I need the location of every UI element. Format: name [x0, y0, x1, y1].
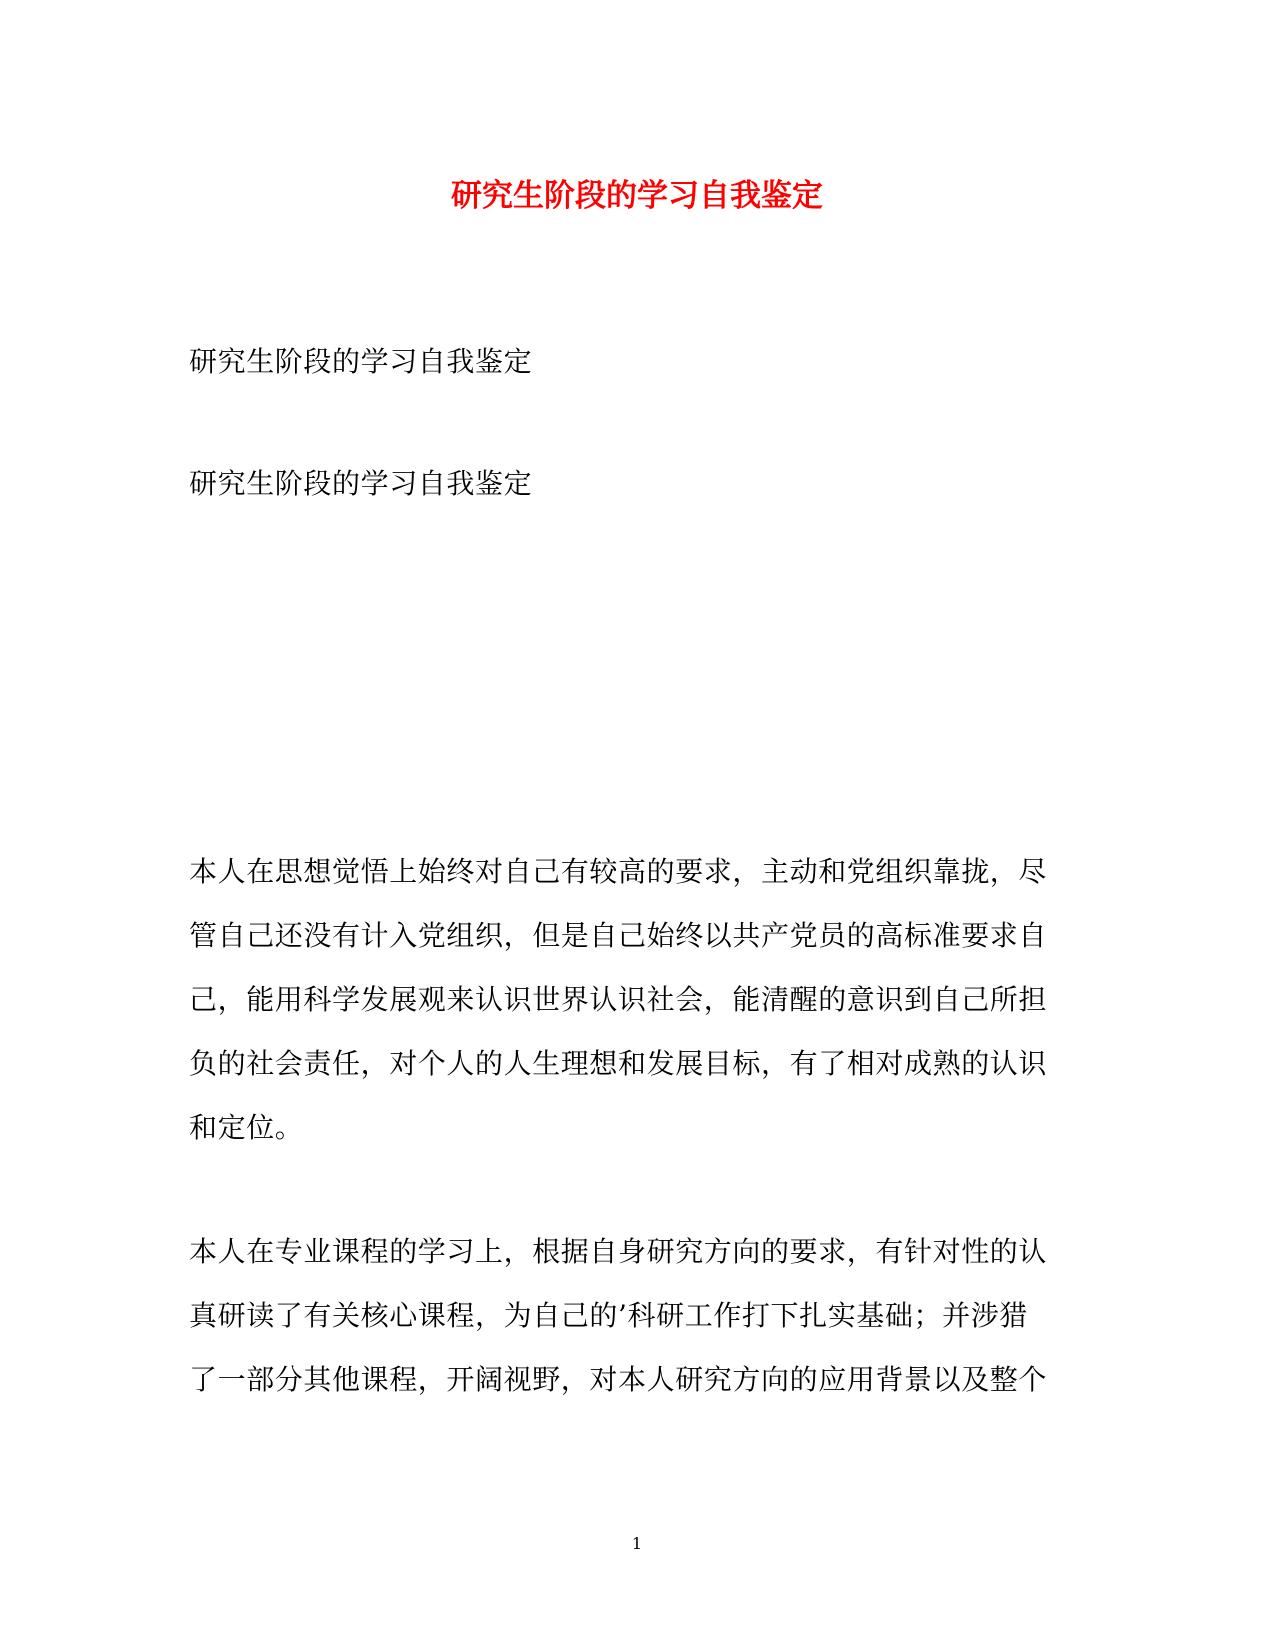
paragraph-2-line-3: 了一部分其他课程，开阔视野，对本人研究方向的应用背景以及整个: [189, 1363, 1048, 1396]
paragraph-2-line-1: 本人在专业课程的学习上，根据自身研究方向的要求，有针对性的认: [189, 1235, 1048, 1268]
paragraph-2-line-2: 真研读了有关核心课程，为自己的’科研工作打下扎实基础；并涉猎: [189, 1299, 1028, 1332]
paragraph-2: [189, 1220, 1069, 1412]
subtitle-line-1: 研究生阶段的学习自我鉴定: [189, 345, 533, 378]
paragraph-1: [189, 840, 1069, 1160]
paragraph-1-line-5: 和定位。: [189, 1111, 304, 1144]
paragraph-1-line-2: 管自己还没有计入党组织，但是自己始终以共产党员的高标准要求自: [189, 919, 1048, 952]
paragraph-1-line-1: 本人在思想觉悟上始终对自己有较高的要求，主动和党组织靠拢，尽: [189, 855, 1048, 888]
subtitle-line-2: 研究生阶段的学习自我鉴定: [189, 467, 533, 500]
paragraph-1-line-4: 负的社会责任，对个人的人生理想和发展目标，有了相对成熟的认识: [189, 1047, 1048, 1080]
page-number: 1: [631, 1534, 643, 1553]
document-title: 研究生阶段的学习自我鉴定: [451, 178, 823, 214]
paragraph-1-line-3: 己，能用科学发展观来认识世界认识社会，能清醒的意识到自己所担: [189, 983, 1048, 1016]
